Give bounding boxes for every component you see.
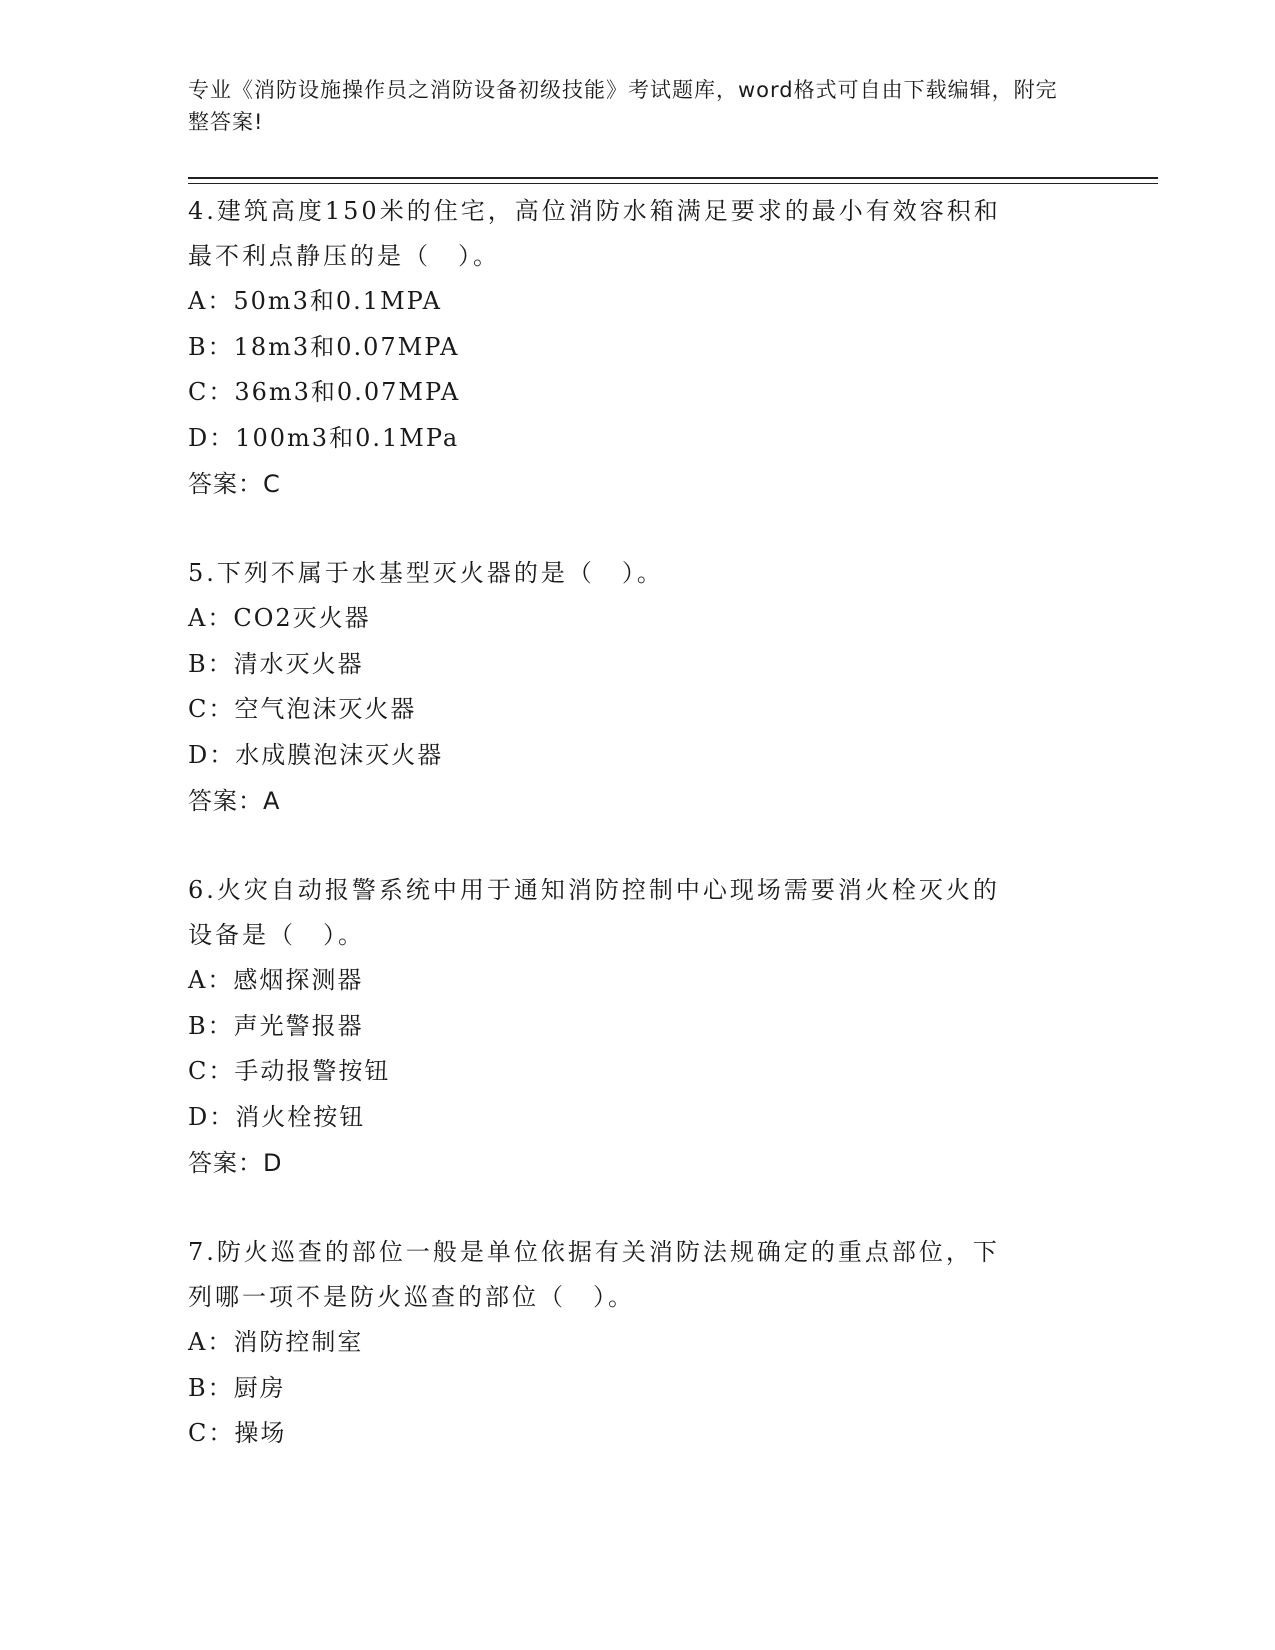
header-divider-thick bbox=[188, 177, 1158, 179]
option-a: A：感烟探测器 bbox=[188, 966, 364, 994]
option-c: C：手动报警按钮 bbox=[188, 1057, 391, 1085]
question-4 bbox=[188, 189, 1068, 507]
header-divider-thin bbox=[188, 183, 1158, 184]
option-d: D：水成膜泡沫灭火器 bbox=[188, 740, 444, 769]
option-d: D：100m3和0.1MPa bbox=[188, 423, 460, 452]
question-6 bbox=[188, 868, 1068, 1186]
question-spacer bbox=[188, 824, 1068, 868]
option-b: B：清水灭火器 bbox=[188, 649, 364, 678]
option-c: C：操场 bbox=[188, 1419, 287, 1447]
option-b: B：18m3和0.07MPA bbox=[188, 332, 460, 361]
answer-line: 答案：C bbox=[188, 470, 281, 498]
answer-line: 答案：A bbox=[188, 787, 281, 815]
option-c: C：36m3和0.07MPA bbox=[188, 378, 461, 406]
question-spacer bbox=[188, 1186, 1068, 1230]
question-spacer bbox=[188, 507, 1068, 551]
question-stem: 6.火灾自动报警系统中用于通知消防控制中心现场需要消火栓灭火的 bbox=[188, 876, 1000, 904]
page-header-text: 专业《消防设施操作员之消防设备初级技能》考试题库，word格式可自由下载编辑，附完整答案! bbox=[188, 78, 1058, 134]
question-stem-continued: 最不利点静压的是（ ）。 bbox=[188, 242, 500, 270]
option-b: B：声光警报器 bbox=[188, 1011, 364, 1040]
option-a: A：50m3和0.1MPA bbox=[188, 287, 442, 315]
option-a: A：CO2灭火器 bbox=[188, 604, 371, 632]
option-b: B：厨房 bbox=[188, 1373, 286, 1402]
question-5 bbox=[188, 551, 1068, 824]
option-c: C：空气泡沫灭火器 bbox=[188, 695, 417, 723]
option-d: D：消火栓按钮 bbox=[188, 1102, 366, 1131]
question-7 bbox=[188, 1230, 1068, 1457]
question-stem-continued: 设备是（ ）。 bbox=[188, 921, 365, 949]
question-stem: 4.建筑高度150米的住宅，高位消防水箱满足要求的最小有效容积和 bbox=[188, 197, 1001, 225]
question-stem: 5.下列不属于水基型灭火器的是（ ）。 bbox=[188, 559, 664, 587]
question-list bbox=[188, 189, 1068, 1457]
answer-line: 答案：D bbox=[188, 1149, 283, 1177]
question-stem-continued: 列哪一项不是防火巡查的部位（ ）。 bbox=[188, 1283, 635, 1311]
question-stem: 7.防火巡查的部位一般是单位依据有关消防法规确定的重点部位，下 bbox=[188, 1238, 1000, 1266]
option-a: A：消防控制室 bbox=[188, 1328, 364, 1356]
